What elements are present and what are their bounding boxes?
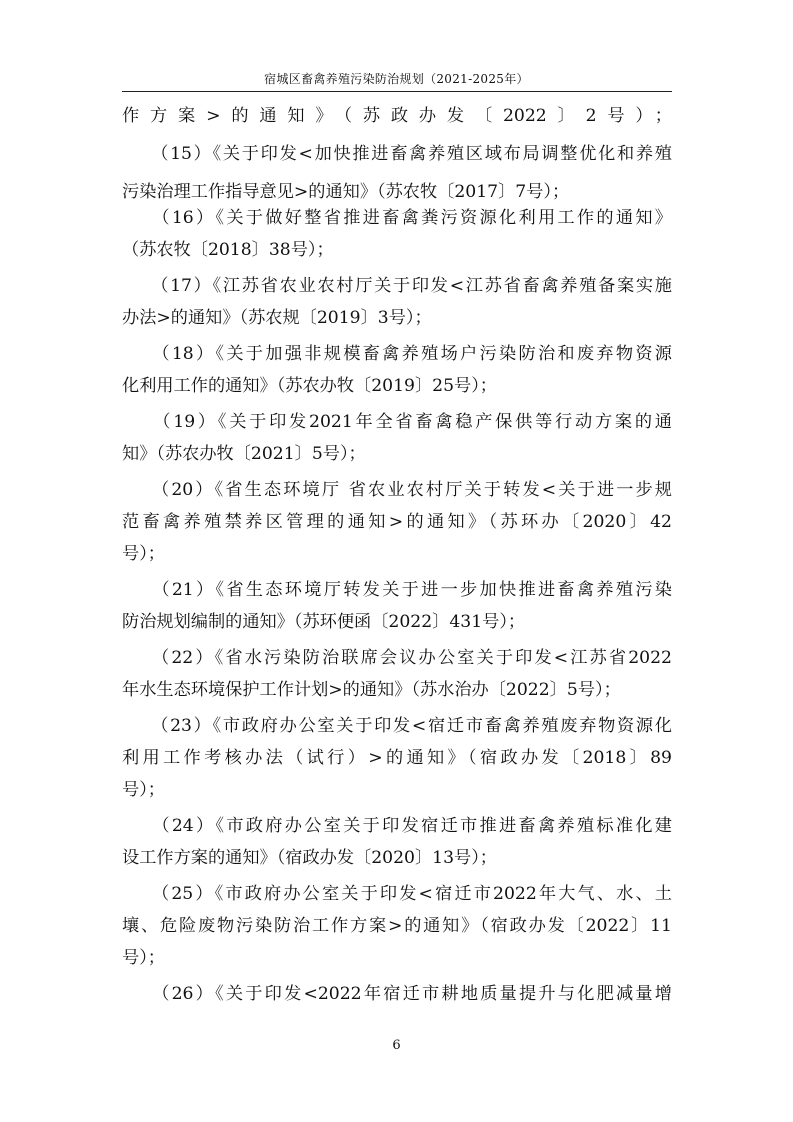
text-line: （18）《关于加强非规模畜禽养殖场户污染防治和废弃物资源 <box>122 344 672 364</box>
header-rule <box>122 91 672 92</box>
text-line: （22）《省水污染防治联席会议办公室关于印发<江苏省2022 <box>122 648 672 668</box>
text-line: 范畜禽养殖禁养区管理的通知>的通知》（苏环办〔2020〕42 <box>122 512 672 532</box>
text-line: 作方案>的通知》（苏政办发〔2022〕2号）； <box>122 106 672 126</box>
text-line: （15）《关于印发<加快推进畜禽养殖区域布局调整优化和养殖 <box>122 144 672 164</box>
text-line: 号）； <box>122 544 165 564</box>
text-line: 壤、危险废物污染防治工作方案>的通知》（宿政办发〔2022〕11 <box>122 916 672 936</box>
text-line: 设工作方案的通知》（宿政办发〔2020〕13号）； <box>122 848 497 868</box>
text-line: 办法>的通知》（苏农规〔2019〕3号）； <box>122 308 432 328</box>
text-line: （24）《市政府办公室关于印发宿迁市推进畜禽养殖标准化建 <box>122 816 672 836</box>
page-number: 6 <box>392 1038 401 1053</box>
text-line: 年水生态环境保护工作计划>的通知》（苏水治办〔2022〕5号）； <box>122 680 621 700</box>
running-header: 宿城区畜禽养殖污染防治规划（2021-2025年） <box>264 72 529 86</box>
text-line: （21）《省生态环境厅转发关于进一步加快推进畜禽养殖污染 <box>122 580 672 600</box>
text-line: 知》（苏农办牧〔2021〕5号）； <box>122 444 366 464</box>
text-line: （23）《市政府办公室关于印发<宿迁市畜禽养殖废弃物资源化 <box>122 716 672 736</box>
text-line: （16）《关于做好整省推进畜禽粪污资源化利用工作的通知》 <box>122 208 672 228</box>
text-line: （苏农牧〔2018〕38号）； <box>122 240 334 260</box>
text-line: 防治规划编制的通知》（苏环便函〔2022〕431号）； <box>122 612 526 632</box>
text-line: 号）； <box>122 948 165 968</box>
text-line: （26）《关于印发<2022年宿迁市耕地质量提升与化肥减量增 <box>122 984 672 1004</box>
text-line: （19）《关于印发2021年全省畜禽稳产保供等行动方案的通 <box>122 412 672 432</box>
text-line: 化利用工作的通知》（苏农办牧〔2019〕25号）； <box>122 376 497 396</box>
text-line: 污染治理工作指导意见>的通知》（苏农牧〔2017〕7号）； <box>122 182 570 202</box>
text-line: （20）《省生态环境厅 省农业农村厅关于转发<关于进一步规 <box>122 480 672 500</box>
text-line: 号）； <box>122 780 165 800</box>
text-line: （25）《市政府办公室关于印发<宿迁市2022年大气、水、土 <box>122 884 672 904</box>
text-line: （17）《江苏省农业农村厅关于印发<江苏省畜禽养殖备案实施 <box>122 276 672 296</box>
text-line: 利用工作考核办法（试行）>的通知》（宿政办发〔2018〕89 <box>122 748 672 768</box>
